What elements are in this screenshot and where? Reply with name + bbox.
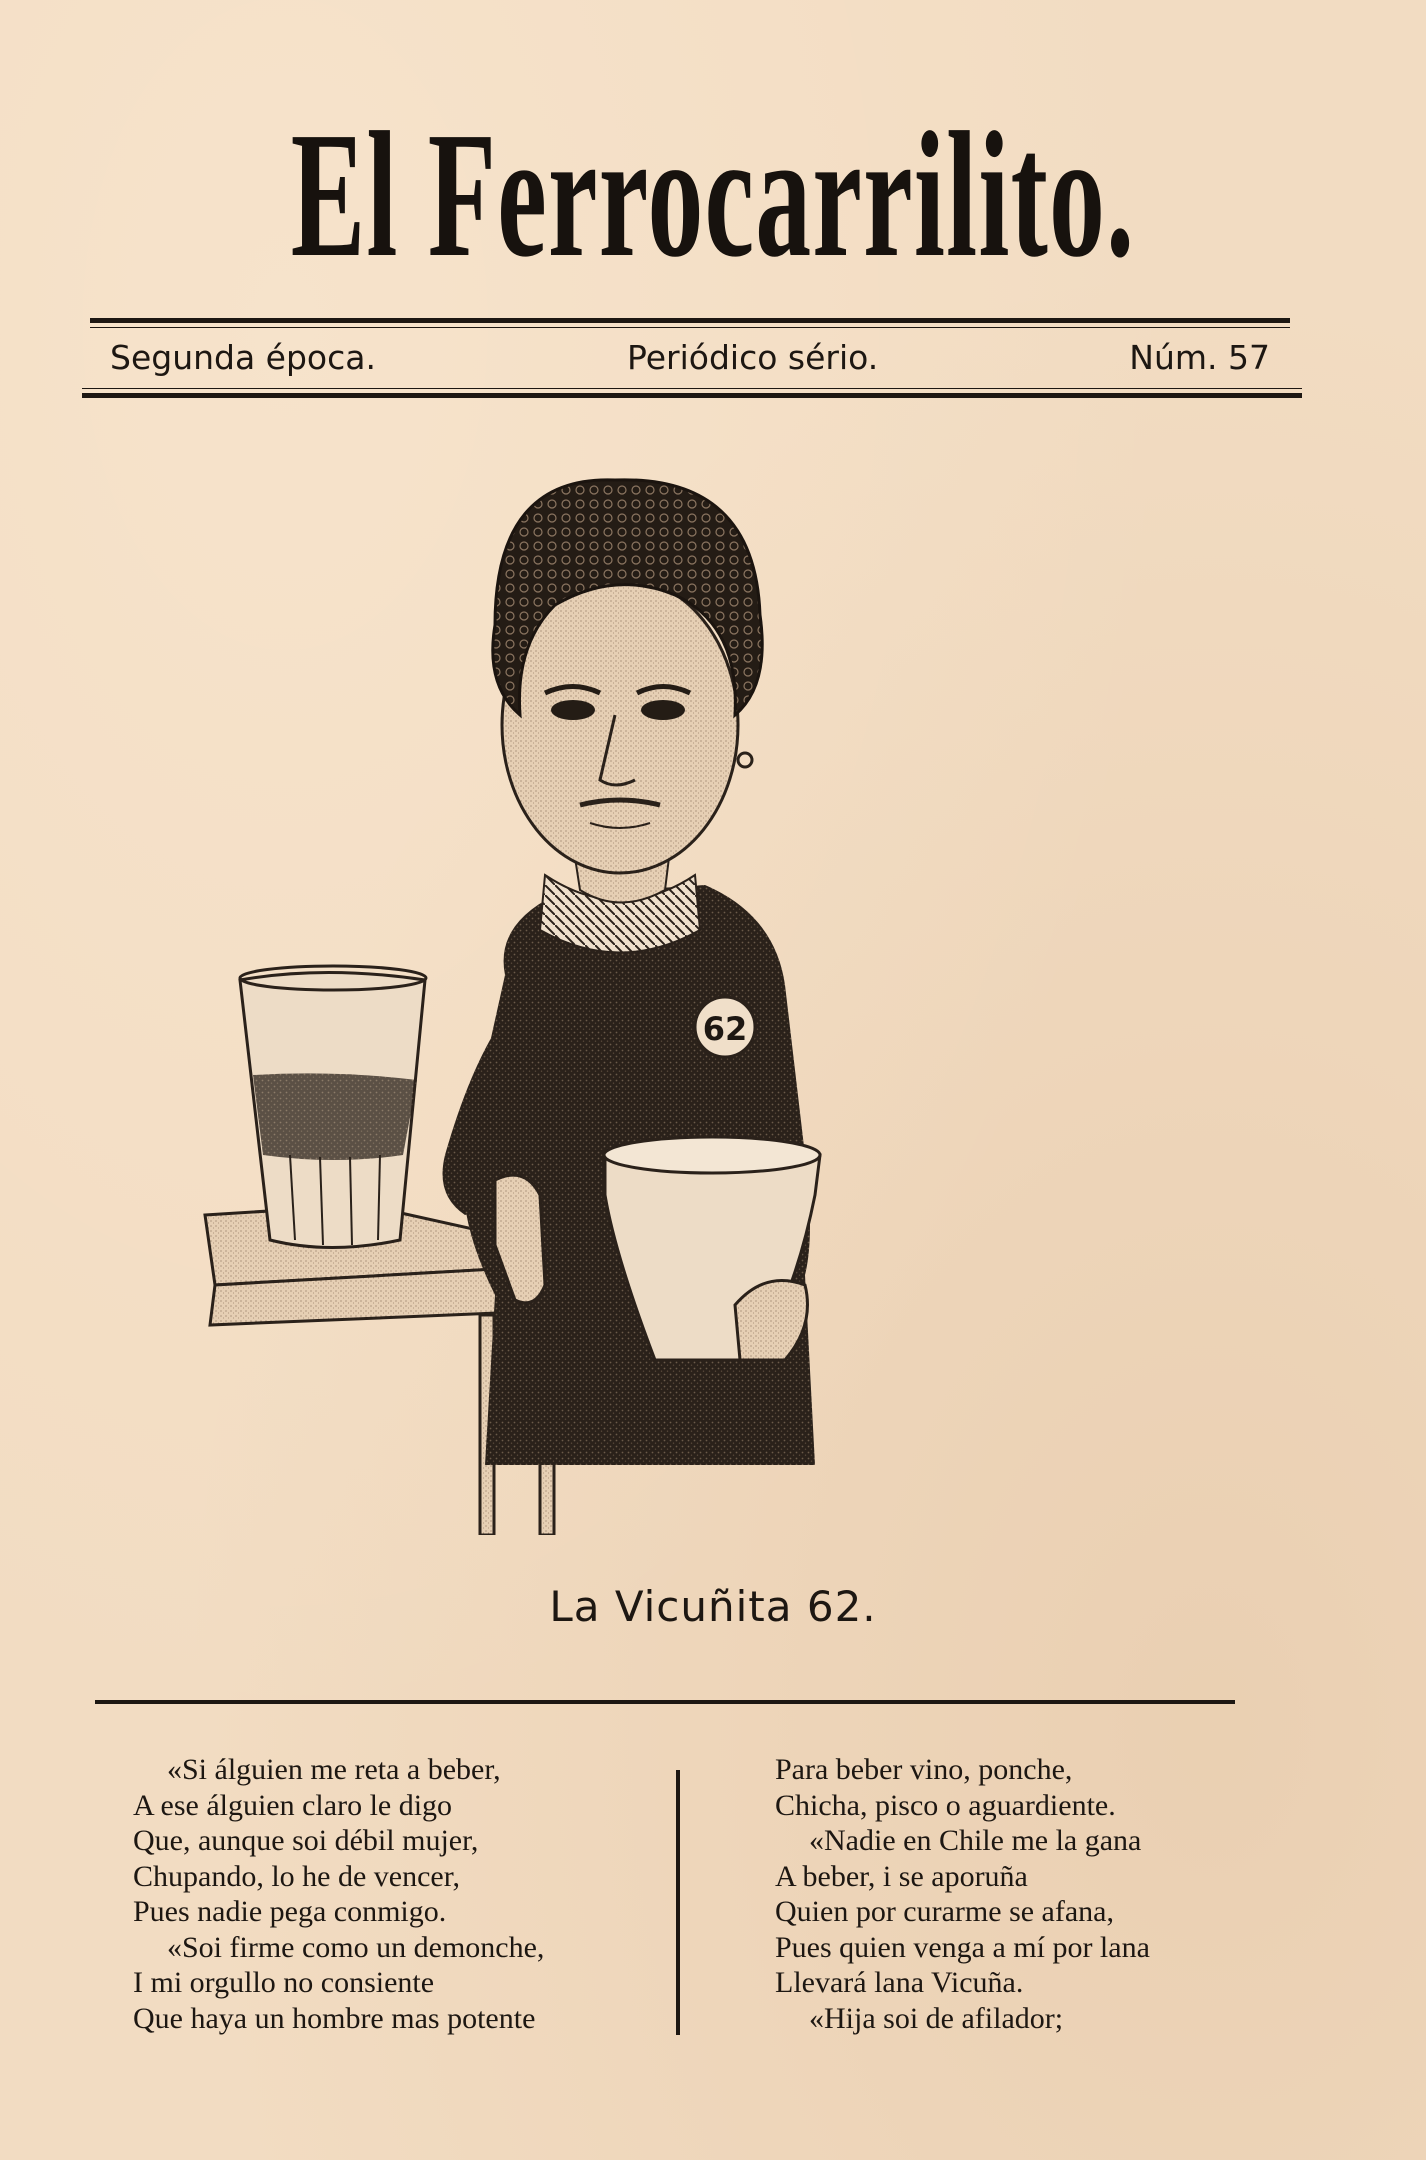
poem-line: A ese álguien claro le digo — [133, 1788, 453, 1822]
masthead-rule-bottom-thin — [82, 388, 1302, 389]
caricature-illustration — [195, 455, 1075, 1535]
periodical-subtitle: Periódico sério. — [627, 337, 879, 377]
edition-label: Segunda época. — [110, 337, 376, 377]
caption-rule — [95, 1700, 1235, 1704]
poem-line: Que haya un hombre mas potente — [133, 2001, 536, 2035]
poem-line: Llevará lana Vicuña. — [775, 1966, 1024, 1999]
poem-line: Quien por curarme se afana, — [775, 1895, 1114, 1928]
poem-line: «Nadie en Chile me la gana — [809, 1824, 1142, 1857]
masthead-rule-bottom — [82, 393, 1302, 398]
illustration-caption: La Vicuñita 62. — [549, 1582, 877, 1631]
poem-line: «Si álguien me reta a beber, — [167, 1753, 501, 1786]
number-badge — [695, 997, 755, 1057]
poem-line: «Hija soi de afilador; — [809, 2001, 1064, 2035]
poem-line: Pues nadie pega conmigo. — [133, 1895, 447, 1928]
issue-number: Núm. 57 — [1129, 337, 1270, 377]
poem-line: Pues quien venga a mí por lana — [775, 1930, 1150, 1964]
poem-left-column — [133, 1752, 653, 2036]
column-divider — [676, 1770, 680, 2035]
poem-line: Para beber vino, ponche, — [775, 1753, 1073, 1786]
poem-line: A beber, i se aporuña — [775, 1859, 1028, 1893]
poem-line: I mi orgullo no consiente — [133, 1966, 435, 1999]
poem-line: «Soi firme como un demonche, — [167, 1930, 545, 1964]
poem-line: Chicha, pisco o aguardiente. — [775, 1788, 1116, 1822]
masthead-info-row — [110, 330, 1270, 384]
poem-right-column — [775, 1752, 1295, 2036]
woman-figure — [443, 480, 821, 1465]
poem-line: Que, aunque soi débil mujer, — [133, 1824, 479, 1857]
badge-number: 62 — [702, 1010, 748, 1048]
drinking-glass-icon — [240, 966, 426, 1248]
masthead-rule-top — [90, 318, 1290, 323]
poem-line: Chupando, lo he de vencer, — [133, 1859, 461, 1893]
masthead-title: El Ferrocarrilito. — [290, 95, 1136, 294]
masthead-rule-top-thin — [90, 327, 1290, 328]
